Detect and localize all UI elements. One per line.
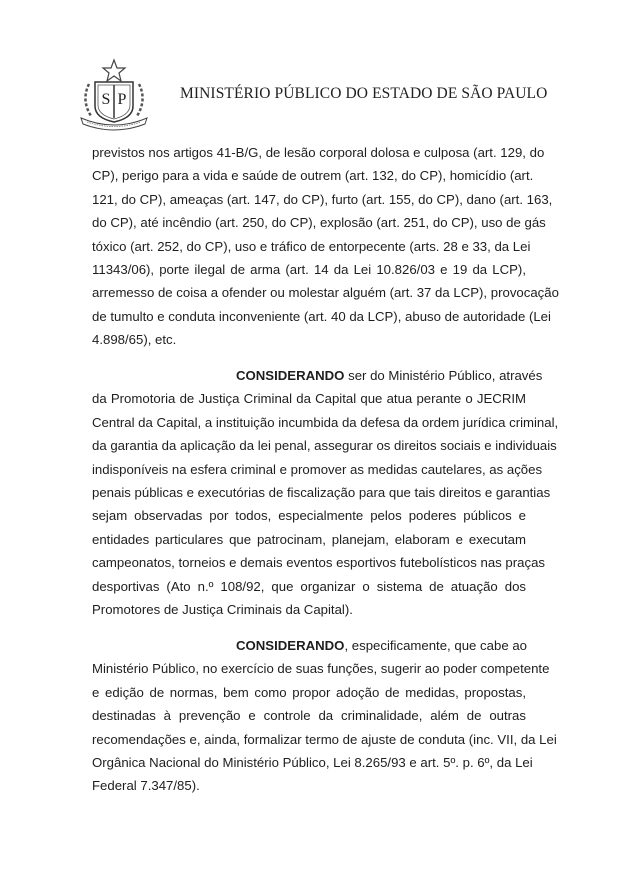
text-line: destinadas à prevenção e controle da criminalidade, além de outras [92, 708, 526, 724]
text-line: de tumulto e conduta inconveniente (art. 40 da LCP), abuso de autoridade (Lei [92, 308, 551, 324]
lead-line [92, 634, 526, 657]
header-title: MINISTÉRIO PÚBLICO DO ESTADO DE SÃO PAULO [180, 85, 548, 102]
text-line: 11343/06), porte ilegal de arma (art. 14 da Lei 10.826/03 e 19 da LCP), [92, 262, 526, 278]
lead-text: ser do Ministério Público, através [344, 368, 543, 383]
text-line: 4.898/65), etc. [92, 332, 177, 348]
considerando-keyword: CONSIDERANDO [236, 638, 345, 653]
text-line: Federal 7.347/85). [92, 778, 200, 794]
text-line: recomendações e, ainda, formalizar termo de ajuste de conduta (inc. VII, da Lei [92, 731, 557, 747]
text-line: da garantia da aplicação da lei penal, assegurar os direitos sociais e individuais [92, 438, 557, 454]
text-line: arremesso de coisa a ofender ou molestar alguém (art. 37 da LCP), provocação [92, 285, 559, 301]
text-line: Orgânica Nacional do Ministério Público, Lei 8.265/93 e art. 5º. p. 6º, da Lei [92, 755, 533, 771]
text-line: previstos nos artigos 41-B/G, de lesão corporal dolosa e culposa (art. 129, do [92, 145, 545, 160]
text-line: Promotores de Justiça Criminais da Capital). [92, 602, 353, 618]
paragraph-crimes-list [92, 141, 559, 352]
logo-letter-p: P [117, 91, 127, 108]
lead-text: , especificamente, que cabe ao [344, 638, 527, 653]
sao-paulo-coat-of-arms-icon [75, 58, 153, 132]
text-line: desportivas (Ato n.º 108/92, que organizar o sistema de atuação dos [92, 578, 526, 594]
text-line: campeonatos, torneios e demais eventos esportivos futebolísticos nas praças [92, 555, 546, 571]
text-line: 121, do CP), ameaças (art. 147, do CP), furto (art. 155, do CP), dano (art. 163, [92, 191, 553, 207]
text-line: do CP), até incêndio (art. 250, do CP), explosão (art. 251, do CP), uso de gás [92, 215, 546, 231]
paragraph-considerando-1 [92, 364, 559, 621]
paragraph-considerando-2 [92, 634, 557, 798]
text-line: indisponíveis na esfera criminal e promover as medidas cautelares, as ações [92, 461, 543, 477]
text-line: tóxico (art. 252, do CP), uso e tráfico de entorpecente (arts. 28 e 33, da Lei [92, 238, 531, 254]
considerando-keyword: CONSIDERANDO [236, 368, 345, 383]
text-line: e edição de normas, bem como propor adoção de medidas, propostas, [92, 684, 526, 700]
text-line: da Promotoria de Justiça Criminal da Capital que atua perante o JECRIM [92, 391, 526, 407]
lead-line [92, 364, 543, 387]
text-line: CP), perigo para a vida e saúde de outrem (art. 132, do CP), homicídio (art. [92, 168, 534, 184]
text-line: penais públicas e executórias de fiscalização para que tais direitos e garantias [92, 485, 551, 501]
logo-letter-s: S [101, 91, 111, 108]
text-line: entidades particulares que patrocinam, planejam, elaboram e executam [92, 531, 526, 547]
text-line: Central da Capital, a instituição incumbida da defesa da ordem jurídica criminal, [92, 414, 559, 430]
text-line: sejam observadas por todos, especialmente pelos poderes públicos e [92, 508, 526, 524]
text-line: Ministério Público, no exercício de suas funções, sugerir ao poder competente [92, 661, 550, 677]
